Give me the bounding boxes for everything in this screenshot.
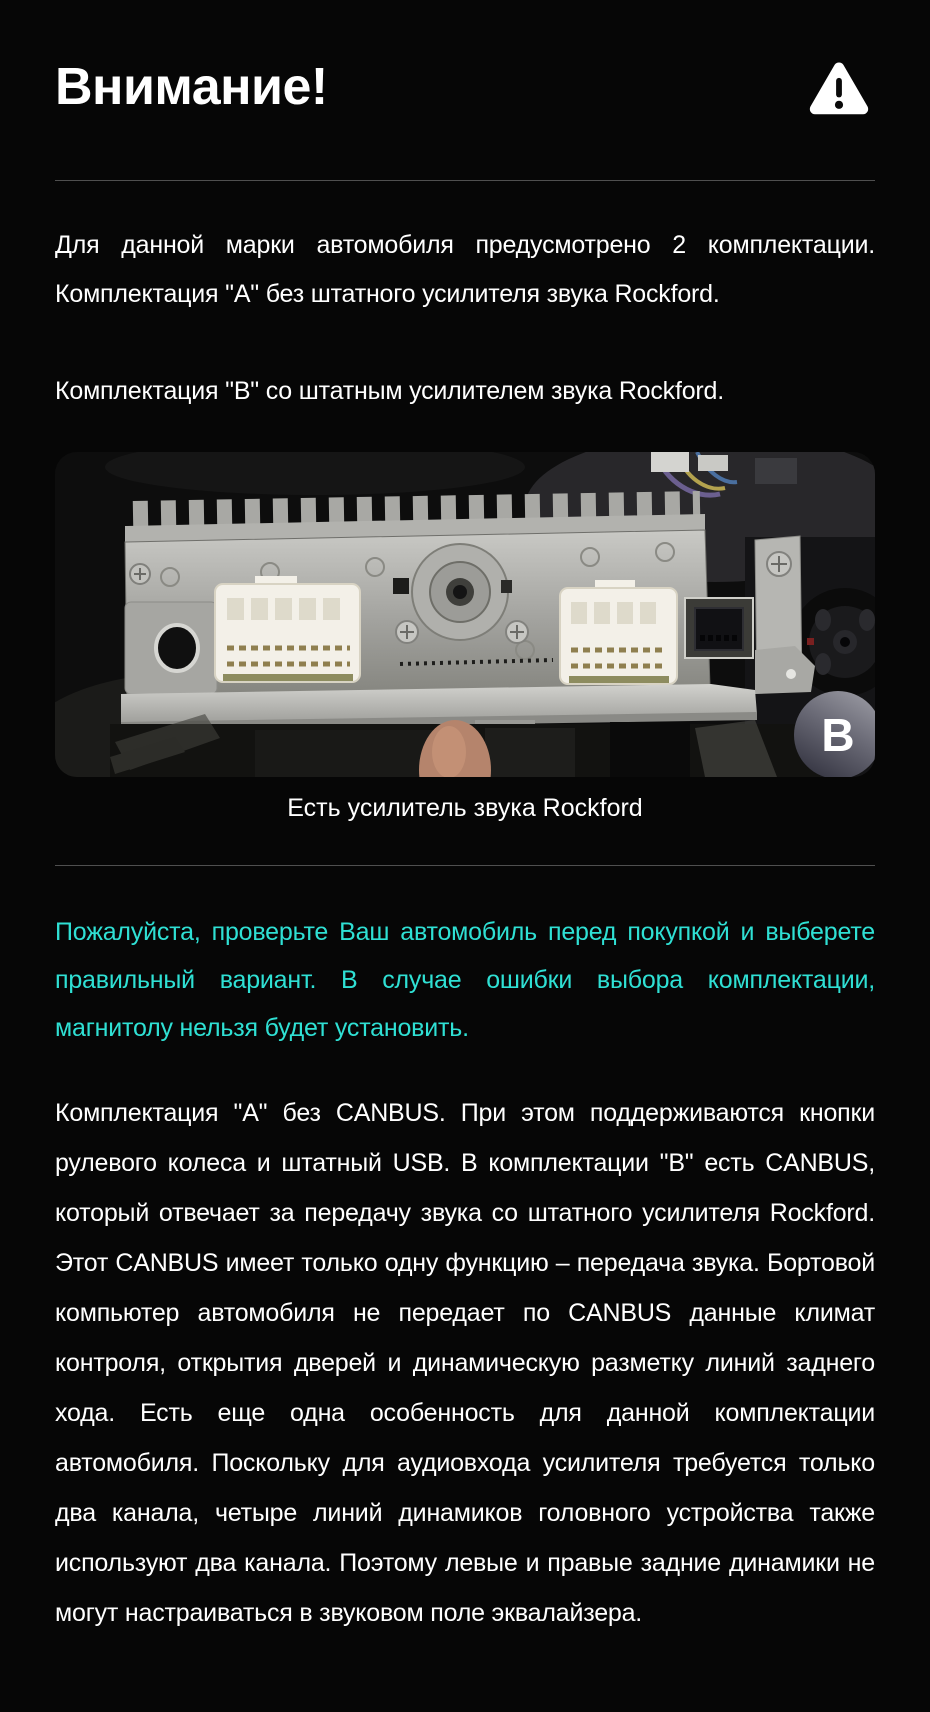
text-line: хода. Есть еще одна особенность для данной комплектации	[55, 1399, 875, 1427]
text-line: Комплектация "B" со штатным усилителем звука Rockford.	[55, 377, 724, 405]
divider	[55, 180, 875, 181]
variant-badge-label: B	[821, 709, 855, 761]
text-line: Комплектация "A" без CANBUS. При этом поддерживаются кнопки	[55, 1099, 875, 1127]
text-line: Комплектация "A" без штатного усилителя звука Rockford.	[55, 280, 720, 308]
intro-paragraph-1	[55, 221, 875, 319]
photo-caption: Есть усилитель звука Rockford	[287, 794, 643, 822]
variant-badge	[794, 691, 875, 777]
header	[55, 58, 875, 116]
text-line: магнитолу нельзя будет установить.	[55, 1014, 469, 1042]
text-line: компьютер автомобиля не передает по CANBUS данные климат	[55, 1299, 875, 1327]
intro-paragraph-2	[55, 367, 875, 416]
product-photo	[55, 452, 875, 777]
figure	[55, 452, 875, 827]
text-line: контроля, открытия дверей и динамическую разметку линий заднего	[55, 1349, 875, 1377]
text-line: могут настраиваться в звуковом поле эквалайзера.	[55, 1599, 643, 1627]
text-line: Пожалуйста, проверьте Ваш автомобиль перед покупкой и выберете	[55, 918, 875, 946]
text-line: рулевого колеса и штатный USB. В комплектации "B" есть CANBUS,	[55, 1149, 875, 1177]
page-title: Внимание!	[55, 58, 328, 116]
notice-text	[55, 908, 875, 1052]
text-line: Для данной марки автомобиля предусмотрено 2 комплектации.	[55, 231, 875, 259]
head-unit-rear-photo	[55, 452, 875, 777]
warning-triangle-icon	[807, 60, 871, 123]
text-line: два канала, четыре линий динамиков головного устройства также	[55, 1499, 875, 1527]
text-line: правильный вариант. В случае ошибки выбора комплектации,	[55, 966, 875, 994]
text-line: Этот CANBUS имеет только одну функцию – передача звука. Бортовой	[55, 1249, 875, 1277]
text-line: используют два канала. Поэтому левые и правые задние динамики не	[55, 1549, 875, 1577]
details-text	[55, 1088, 875, 1638]
divider	[55, 865, 875, 866]
text-line: который отвечает за передачу звука со штатного усилителя Rockford.	[55, 1199, 875, 1227]
text-line: автомобиля. Поскольку для аудиовхода усилителя требуется только	[55, 1449, 875, 1477]
